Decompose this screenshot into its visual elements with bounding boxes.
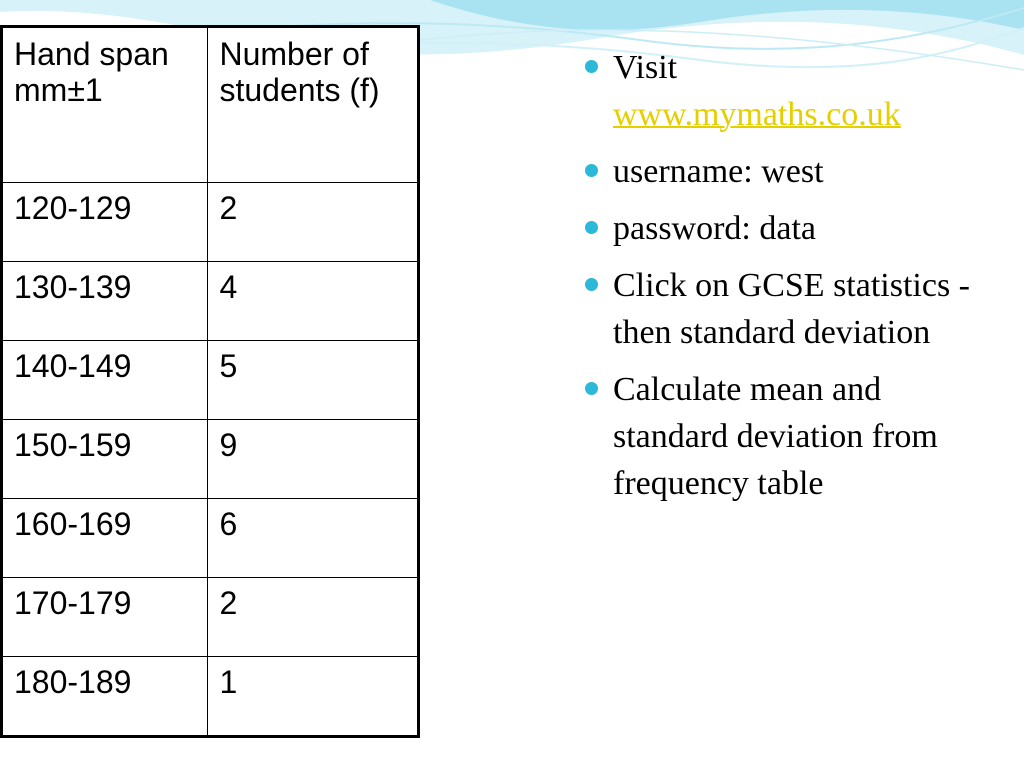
bullet-dot-icon: [585, 164, 598, 177]
bullet-dot-icon: [585, 60, 598, 73]
bullet-dot-icon: [585, 221, 598, 234]
frequency-cell: 1: [208, 657, 419, 737]
hand-span-cell: 180-189: [2, 657, 208, 737]
hand-span-cell: 130-139: [2, 262, 208, 341]
column-header-hand-span: Hand span mm±1: [2, 27, 208, 183]
column-header-number-of-students: Number of students (f): [208, 27, 419, 183]
frequency-cell: 2: [208, 578, 419, 657]
list-item-username: [583, 148, 1003, 195]
hand-span-cell: 140-149: [2, 341, 208, 420]
frequency-cell: 2: [208, 183, 419, 262]
bullet-dot-icon: [585, 278, 598, 291]
table-header-row: [2, 27, 419, 183]
table-row: [2, 499, 419, 578]
table-row: [2, 262, 419, 341]
task-text: Calculate mean and standard deviation from frequency table: [613, 371, 938, 502]
list-item-task: [583, 366, 1003, 507]
table-row: [2, 183, 419, 262]
hand-span-cell: 120-129: [2, 183, 208, 262]
frequency-table: [0, 25, 420, 738]
mymaths-link[interactable]: www.mymaths.co.uk: [613, 96, 901, 133]
frequency-cell: 5: [208, 341, 419, 420]
list-item-instruction: [583, 262, 1003, 356]
hand-span-cell: 160-169: [2, 499, 208, 578]
table-row: [2, 657, 419, 737]
hand-span-cell: 170-179: [2, 578, 208, 657]
instruction-text: Click on GCSE statistics - then standard deviation: [613, 267, 970, 351]
frequency-cell: 9: [208, 420, 419, 499]
password-text: password: data: [613, 210, 817, 247]
table-row: [2, 341, 419, 420]
visit-label: Visit: [613, 49, 678, 86]
frequency-cell: 6: [208, 499, 419, 578]
frequency-cell: 4: [208, 262, 419, 341]
list-item-visit: [583, 44, 1003, 138]
instruction-list: [583, 44, 1003, 517]
hand-span-cell: 150-159: [2, 420, 208, 499]
table-row: [2, 578, 419, 657]
username-text: username: west: [613, 153, 824, 190]
bullet-dot-icon: [585, 382, 598, 395]
list-item-password: [583, 205, 1003, 252]
table-row: [2, 420, 419, 499]
